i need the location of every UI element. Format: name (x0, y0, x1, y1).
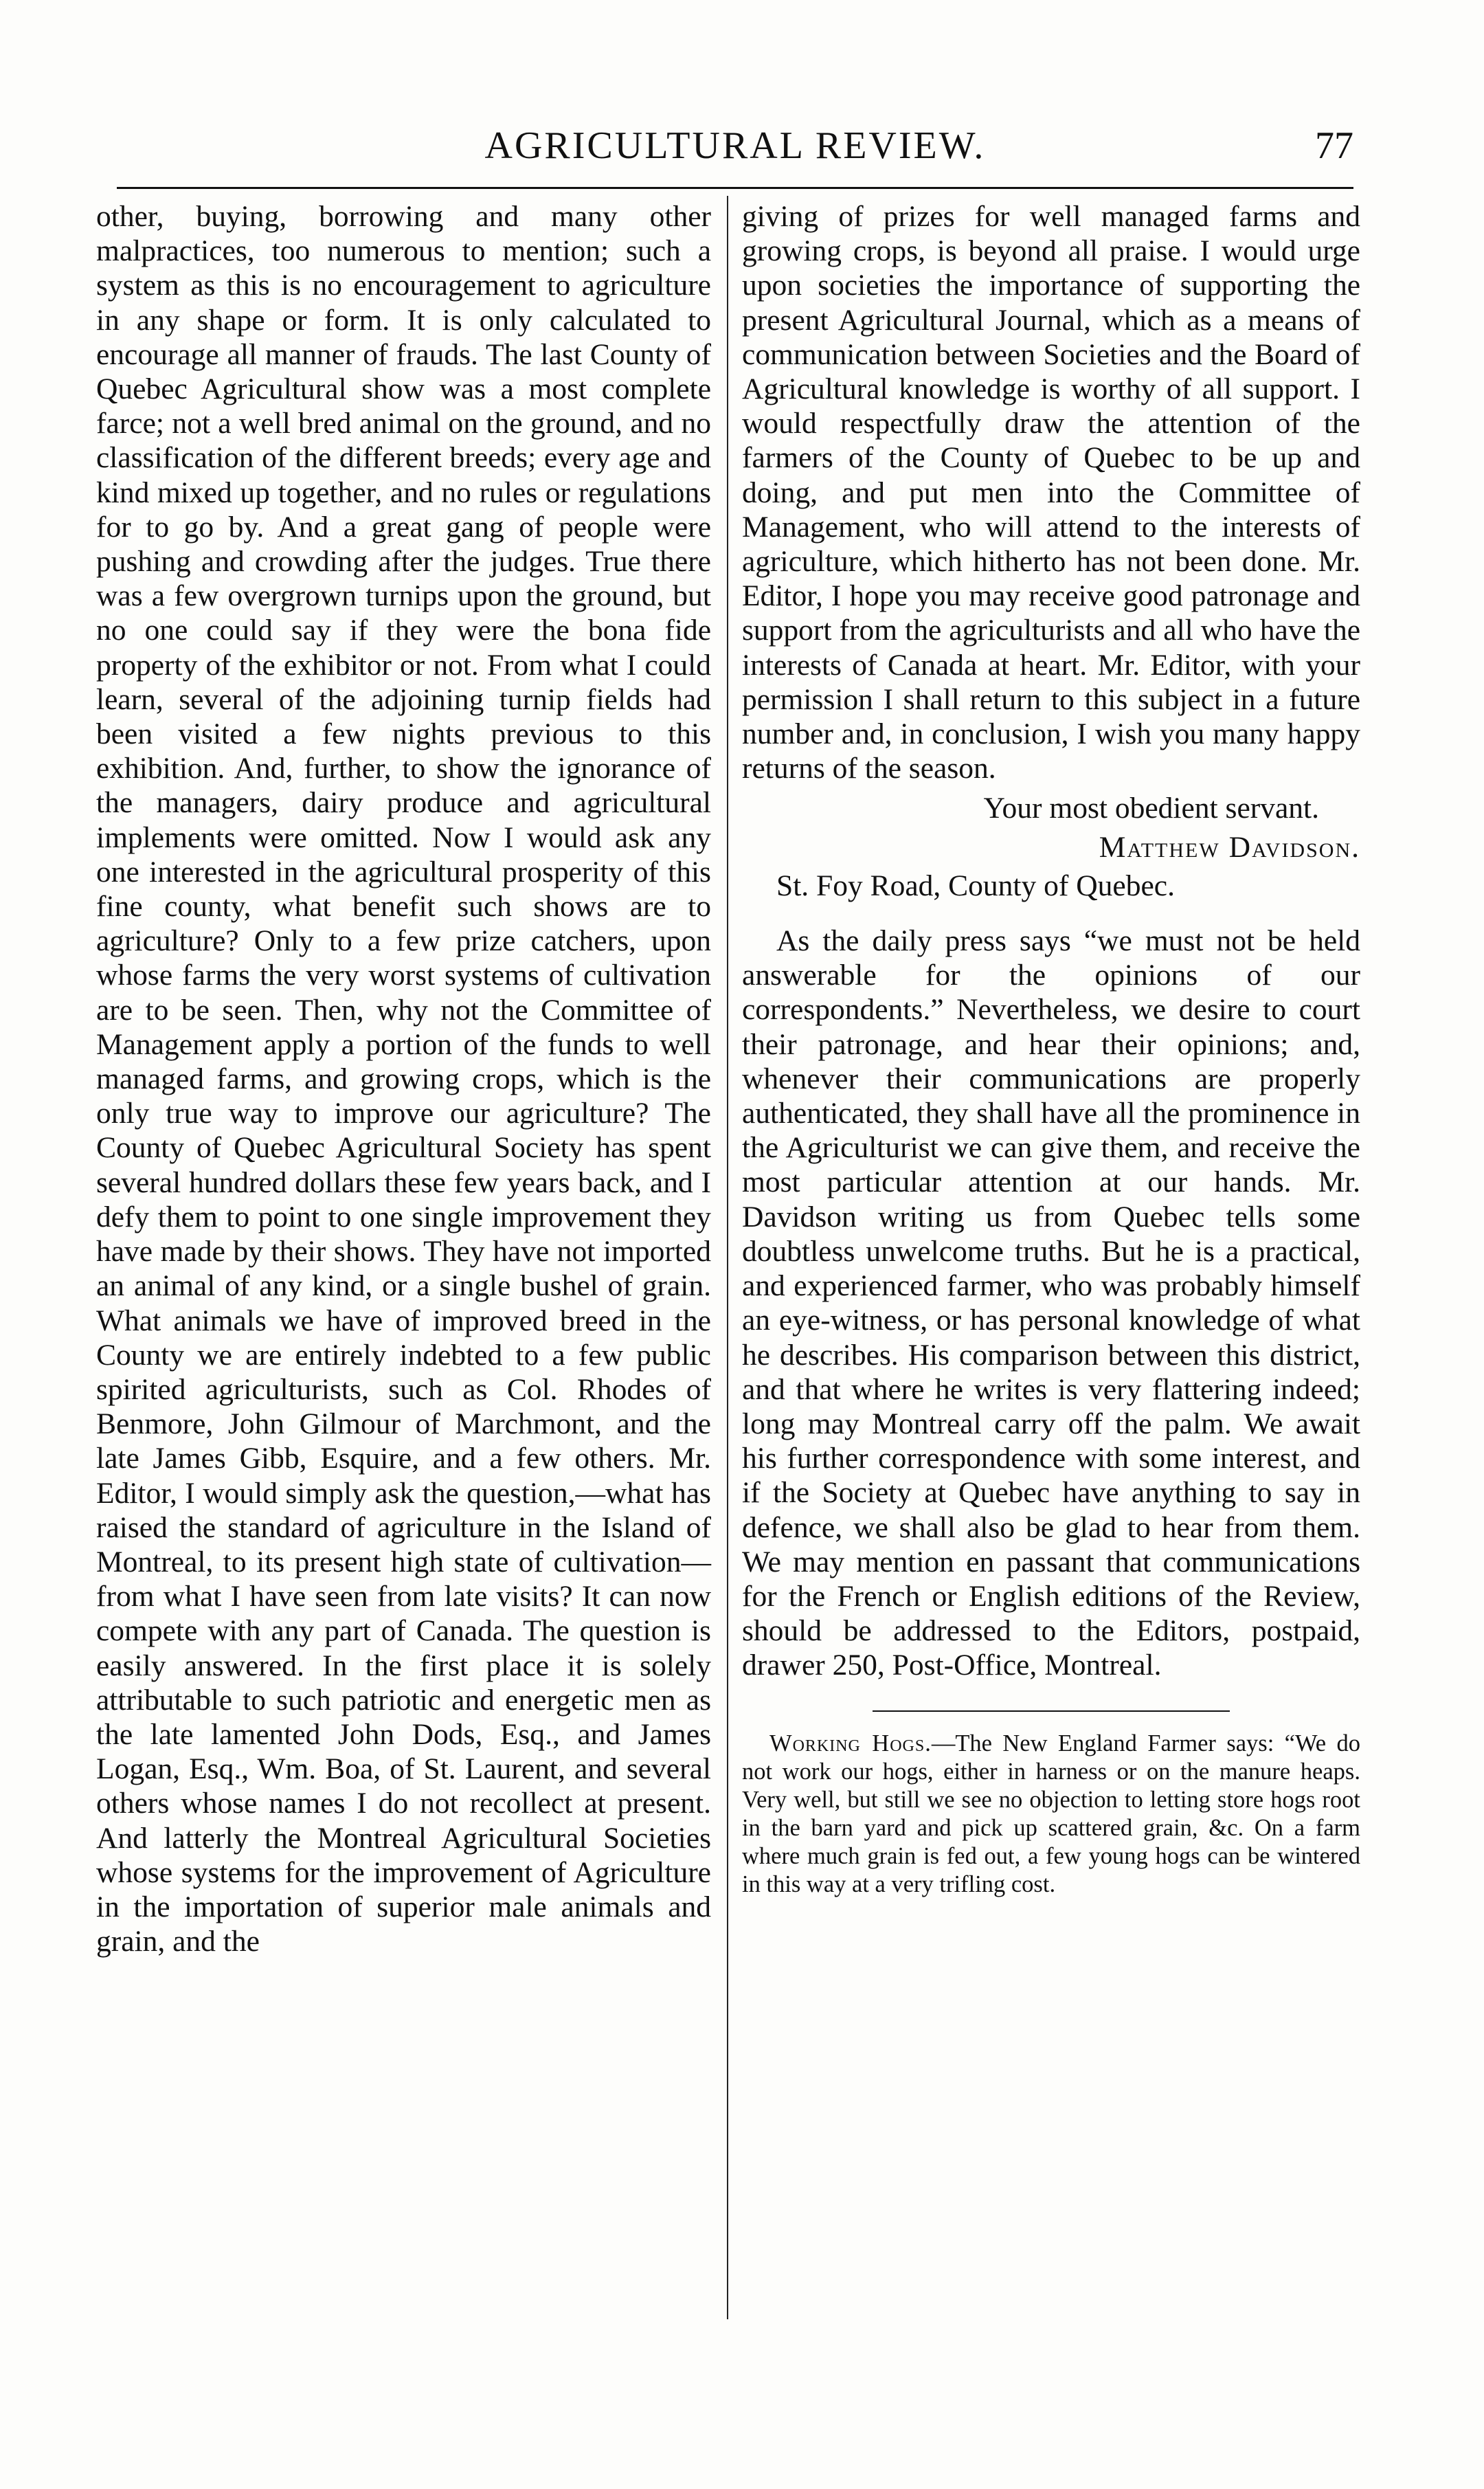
right-column (742, 199, 1360, 1899)
section-rule (873, 1710, 1230, 1712)
column-divider (727, 196, 728, 2319)
header-rule (117, 187, 1353, 189)
page-number: 77 (1315, 124, 1353, 167)
item-heading: Working Hogs. (769, 1730, 932, 1756)
letter-body-continued: other, buying, borrowing and many other malpractices, too numerous to mention; such a system as this is no encouragement to agriculture in any shape or form. It is only calculated to encourage all manner of frauds. The last County of Quebec Agricultural show was a most complete farce; not a well bred animal on the ground, and no classification of the different breeds; every age and kind mixed up together, and no rules or regulations for to go by. And a great gang of people were pushing and crowding after the judges. True there was a few overgrown turnips upon the ground, but no one could say if they were the bona fide property of the exhibitor or not. From what I could learn, several of the adjoining turnip fields had been visited a few nights previous to this exhibition. And, further, to show the ignorance of the managers, dairy produce and agricultural implements were omitted. Now I would ask any one interested in the agricultural prosperity of this fine county, what benefit such shows are to agriculture? Only to a few prize catchers, upon whose farms the very worst systems of cultivation are to be seen. Then, why not the Committee of Management apply a portion of the funds to well managed farms, and growing crops, which is the only true way to improve our agriculture? The County of Quebec Agricultural Society has spent several hundred dollars these few years back, and I defy them to point to one single improvement they have made by their shows. They have not imported an animal of any kind, or a single bushel of grain. What animals we have of improved breed in the County we are entirely indebted to a few public spirited agriculturists, such as Col. Rhodes of Benmore, John Gilmour of Marchmont, and the late James Gibb, Esquire, and a few others. Mr. Editor, I would simply ask the question,—what has raised the standard of agriculture in the Island of Montreal, to its present high state of cultivation—from what I have seen from late visits? It can now compete with any part of Canada. The question is easily answered. In the first place it is solely attributable to such patriotic and energetic men as the late lamented John Dods, Esq., and James Logan, Esq., Wm. Boa, of St. Laurent, and several others whose names I do not recollect at present. And latterly the Montreal Agricultural Societies whose systems for the improvement of Agriculture in the importation of superior male animals and grain, and the (96, 200, 711, 1958)
page-header (117, 124, 1353, 186)
letter-signature: Matthew Davidson. (1099, 830, 1360, 864)
working-hogs-item (742, 1730, 1360, 1899)
letter-place: St. Foy Road, County of Quebec. (776, 869, 1175, 902)
paragraph-gap (742, 903, 1360, 924)
left-column (96, 199, 711, 1958)
running-title: AGRICULTURAL REVIEW. (484, 124, 986, 167)
letter-conclusion: giving of prizes for well managed farms and growing crops, is beyond all praise. I would urge upon societies the importance of supporting the present Agricultural Journal, which as a means of communication between Societies and the Board of Agricultural knowledge is worthy of all support. I would respectfully draw the attention of the farmers of the County of Quebec to be up and doing, and put men into the Committee of Management, who will attend to the interests of agriculture, which hitherto has not been done. Mr. Editor, I hope you may receive good patronage and support from the agriculturists and all who have the interests of Canada at heart. Mr. Editor, with your permission I shall return to this subject in a future number and, in conclusion, I wish you many happy returns of the season. (742, 200, 1360, 785)
editorial-note: As the daily press says “we must not be held answerable for the opinions of our correspondents.” Nevertheless, we desire to court their patronage, and hear their opinions; and, whenever their communications are properly authenticated, they shall have all the prominence in the Agriculturist we can give them, and receive the most particular attention at our hands. Mr. Davidson writing us from Quebec tells some doubtless unwelcome truths. But he is a practical, and experienced farmer, who was probably himself an eye-witness, or has personal knowledge of what he describes. His comparison between this district, and that where he writes is very flattering indeed; long may Montreal carry off the palm. We await his further correspondence with some interest, and if the Society at Quebec have anything to say in defence, we shall also be glad to hear from them. We may mention en passant that communications for the French or English editions of the Review, should be addressed to the Editors, postpaid, drawer 250, Post-Office, Montreal. (742, 924, 1360, 1682)
item-body: —The New England Farmer says: “We do not work our hogs, either in harness or on the manure heaps. Very well, but still we see no objection to letting store hogs root in the barn yard and pick up scattered grain, &c. On a farm where much grain is fed out, a few young hogs can be wintered in this way at a very trifling cost. (742, 1730, 1360, 1897)
letter-closing: Your most obedient servant. (983, 792, 1319, 825)
